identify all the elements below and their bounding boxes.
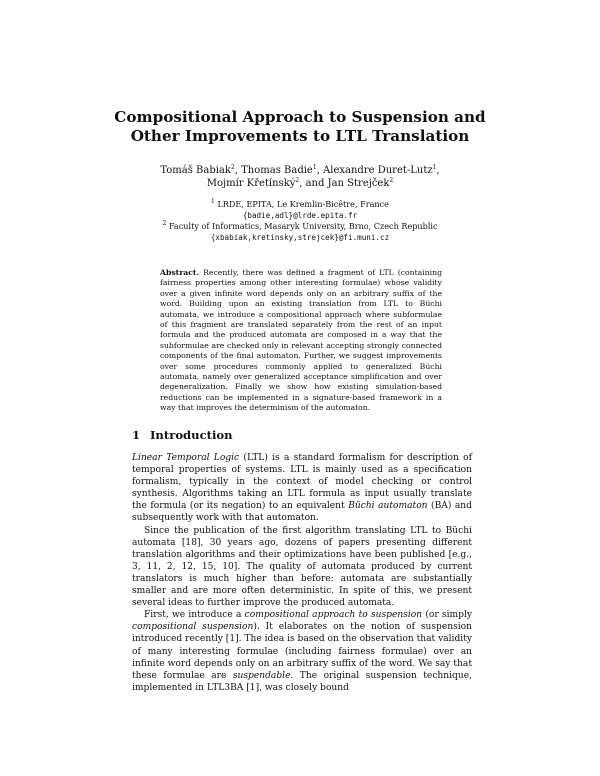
paragraph-2: Since the publication of the first algorithm translating LTL to Büchi automata [18], 30 years ago, dozens of papers presenting different translation algorithms and their optimizations have been published [e.g., 3, 11, 2, 12, 15, 10]. The quality of automata produced by current translators is much higher than before: automata are substantially smaller and are more often deterministic. In spite of this, we present several ideas to further improve the produced automata. (132, 525, 472, 609)
abstract-label: Abstract. (160, 268, 200, 277)
title-line-2: Other Improvements to LTL Translation (130, 127, 470, 145)
affiliations (0, 199, 600, 243)
abstract (160, 268, 442, 414)
paragraph-3: First, we introduce a compositional approach to suspension (or simply compositional suspension). It elaborates on the notion of suspension introduced recently [1]. The idea is based on the observation that validity of many interesting formulae (including fairness formulae) over an infinite word depends only on an arbitrary suffix of the word. We say that these formulae are suspendable. The original suspension technique, implemented in LTL3BA [1], was closely bound (132, 610, 472, 693)
affiliation-1: $^1$ LRDE, EPITA, Le Kremlin-Bicêtre, France (211, 198, 389, 209)
affiliation-2-email: {xbabiak,kretinsky,strejcek}@fi.muni.cz (210, 233, 390, 242)
authors-line-1: Tomáš Babiak$^2$, Thomas Badie$^1$, Alexandre Duret-Lutz$^1$, (160, 164, 440, 176)
affiliation-2: $^2$ Faculty of Informatics, Masaryk University, Brno, Czech Republic (162, 220, 438, 231)
section-title: Introduction (150, 428, 233, 442)
affiliation-1-email: {badie,adl}@lrde.epita.fr (242, 211, 358, 220)
section-body (132, 452, 472, 694)
section-heading (132, 428, 233, 442)
author-list (0, 164, 600, 191)
paragraph-1: Linear Temporal Logic (LTL) is a standard formalism for description of temporal properties of systems. LTL is mainly used as a specification formalism, typically in the context of model checking or control synthesis. Algorithms taking an LTL formula as input usually translate the formula (or its negation) to an equivalent Büchi automaton (BA) and subsequently work with that automaton. (132, 453, 472, 524)
section-number: 1 (132, 428, 141, 442)
title-line-1: Compositional Approach to Suspension and (114, 108, 486, 126)
abstract-text: Recently, there was defined a fragment of LTL (containing fairness properties among other interesting formulae) whose validity over a given infinite word depends only on an arbitrary suffix of the word. Building upon an existing translation from LTL to Büchi automata, we introduce a compositional approach where subformulae of this fragment are translated separately from the rest of an input formula and the produced automata are composed in a way that the subformulae are checked only in relevant accepting strongly connected components of the final automaton. Further, we suggest improvements over some procedures commonly applied to generalized Büchi automata, namely over generalized acceptance simplification and over degeneralization. Finally we show how existing simulation-based reductions can be implemented in a signature-based framework in a way that improves the determinism of the automaton. (160, 268, 442, 413)
paper-title (0, 108, 600, 146)
authors-line-2: Mojmír Křetínský$^2$, and Jan Strejček$^2$ (206, 177, 394, 190)
